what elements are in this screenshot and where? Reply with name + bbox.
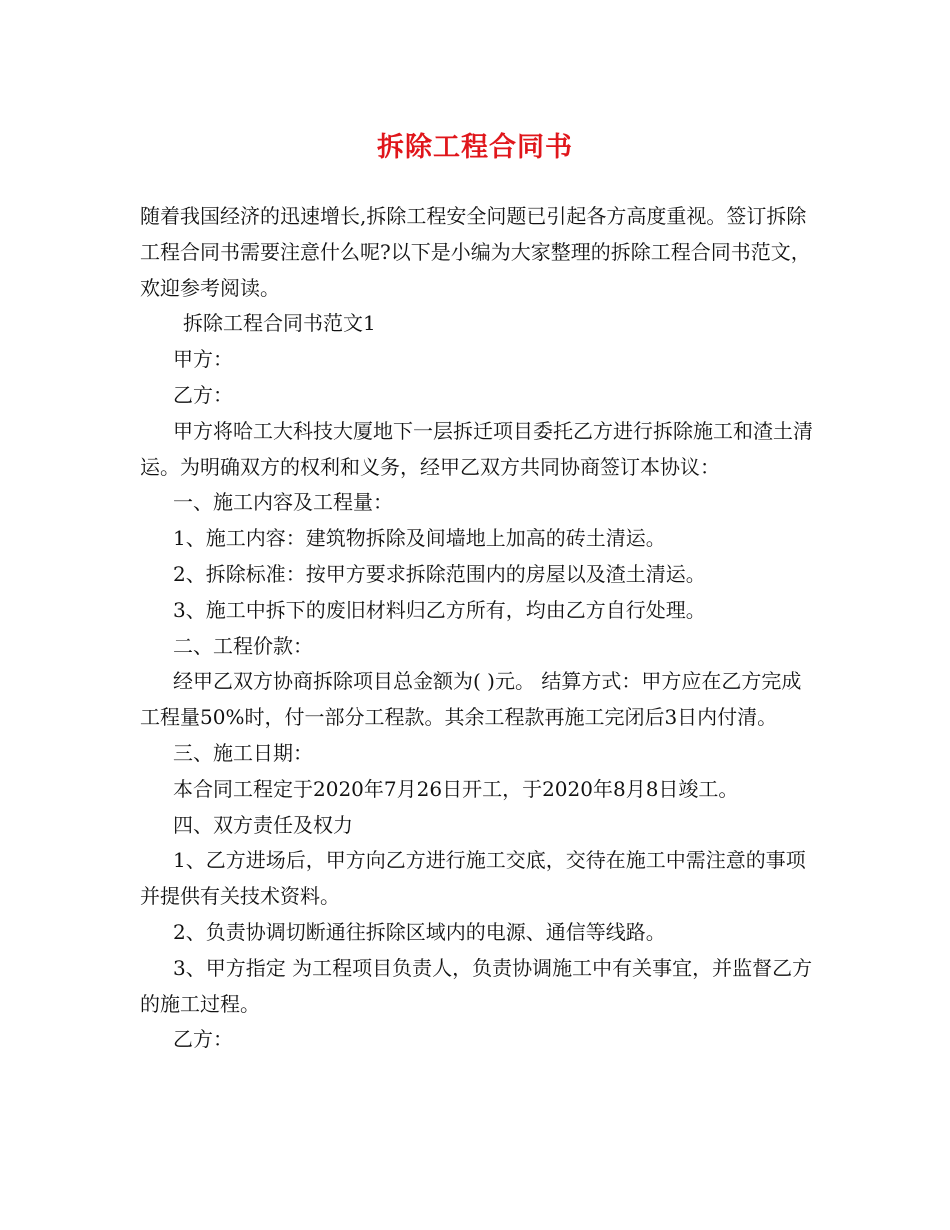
subtitle-paragraph: 拆除工程合同书范文1	[183, 311, 376, 336]
body-paragraph: 1、施工内容：建筑物拆除及间墙地上加高的砖土清运。	[173, 526, 666, 551]
section-heading: 一、施工内容及工程量：	[173, 490, 393, 515]
body-paragraph: 3、甲方指定 为工程项目负责人，负责协调施工中有关事宜，并监督乙方的施工过程。	[140, 955, 813, 1016]
document-body	[140, 199, 820, 1058]
body-paragraph: 2、拆除标准：按甲方要求拆除范围内的房屋以及渣土清运。	[173, 561, 706, 586]
party-a-line: 甲方：	[173, 347, 233, 372]
body-paragraph: 经甲乙双方协商拆除项目总金额为( )元。 结算方式：甲方应在乙方完成工程量50%时，付一部分工程款。其余工程款再施工完闭后3日内付清。	[140, 669, 802, 730]
body-paragraph: 2、负责协调切断通往拆除区域内的电源、通信等线路。	[173, 919, 666, 944]
section-heading: 三、施工日期：	[173, 740, 313, 765]
body-paragraph: 本合同工程定于2020年7月26日开工，于2020年8月8日竣工。	[173, 776, 739, 801]
intro-paragraph: 随着我国经济的迅速增长,拆除工程安全问题已引起各方高度重视。签订拆除工程合同书需要注意什么呢?以下是小编为大家整理的拆除工程合同书范文，欢迎参考阅读。	[140, 204, 811, 300]
document-title: 拆除工程合同书	[377, 132, 573, 163]
party-b-line: 乙方：	[173, 1027, 233, 1052]
body-paragraph: 1、乙方进场后，甲方向乙方进行施工交底，交待在施工中需注意的事项并提供有关技术资料。	[140, 848, 806, 909]
section-heading: 四、双方责任及权力	[173, 812, 353, 837]
section-heading: 二、工程价款：	[173, 633, 313, 658]
body-paragraph: 3、施工中拆下的废旧材料归乙方所有，均由乙方自行处理。	[173, 597, 706, 622]
body-paragraph: 甲方将哈工大科技大厦地下一层拆迁项目委托乙方进行拆除施工和渣土清运。为明确双方的权利和义务，经甲乙双方共同协商签订本协议：	[140, 418, 813, 479]
party-b-line: 乙方：	[173, 382, 233, 407]
